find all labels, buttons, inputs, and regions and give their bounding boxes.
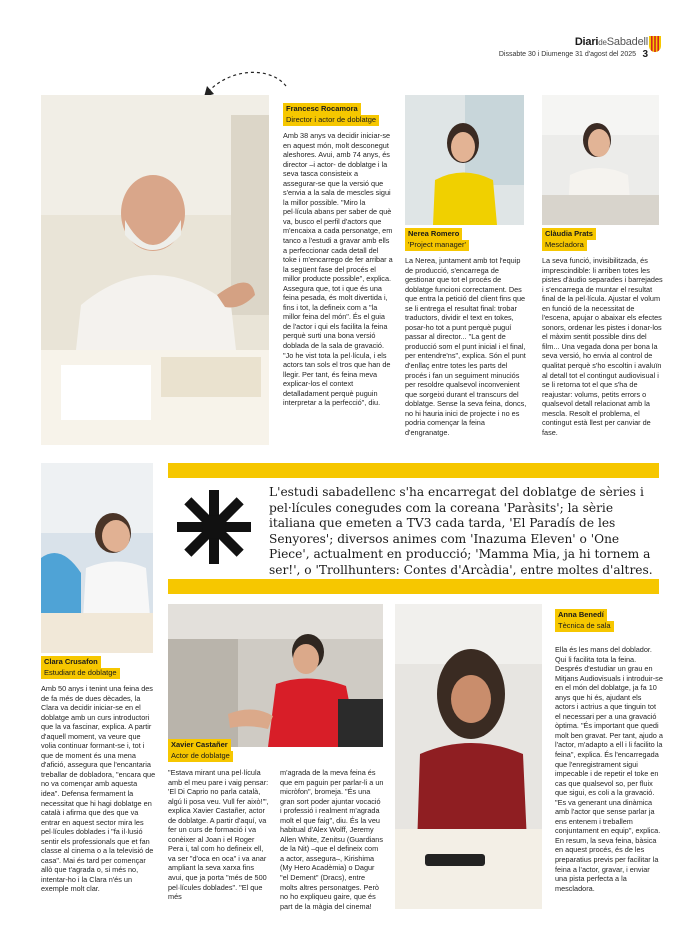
paragraph: Amb 38 anys va decidir iniciar-se en aquest món, molt desconegut aleshores. Avui, amb 74 anys, és director –i actor- de doblatge i la seva tasca consisteix a assegurar-se que la versió que s'envia a la sala de mescles sigui la millor possible. "Miro la pel·lícula abans per saber de què va, busco el perfil d'actors que m'encaixa a cada personatge, em tanco a l'estudi a gravar amb ells a perfeccionar cada detall del toke i m'encarrego de fer arribar a la següent fase del procés el millor producte possible", explica. Assegura que, tot i que és una feina pesada, és molt divertida i, fins i tot, la defineix com a "la millor feina del món". És el guia de l'actor i qui els facilita la feina perquè surti una bona versió doblada de la sala de gravació. "Jo he vist tota la pel·lícula, i els actors tan sols el tros que han de llegir. Per tant, és feina meva explicar-los el context detalladament perquè puguin interpretar a la perfecció", diu. <box>283 131 393 408</box>
asterisk-icon <box>172 487 256 567</box>
issue-date: Dissabte 30 i Diumenge 31 d'agost del 2025 <box>498 51 636 58</box>
article-francesc <box>283 131 393 408</box>
paragraph: "Estava mirant una pel·lícula amb el meu pare i vaig pensar: 'El Di Caprio no parla català, algú li posa veu. Vull fer això!'", explica Xavier Castañer, actor de doblatge. A partir d'aquí, va fer un curs de formació i va conèixer al Joan i el Roger Pera i, tal com ho defineix ell, va ser "d'oca en oca" i va anar ampliant la seva xarxa fins avui, que ja porta "més de 500 pel·lícules doblades". "El que més <box>168 768 269 902</box>
caption-name: Francesc Rocamora <box>283 103 361 115</box>
caption-name: Clara Crusafon <box>41 656 101 668</box>
caption-name: Anna Benedí <box>555 609 607 621</box>
caption-role: Director i actor de doblatge <box>283 115 379 126</box>
quote-band-bottom <box>168 579 659 594</box>
masthead-de: de <box>598 38 607 47</box>
caption-name: Xavier Castañer <box>168 739 231 751</box>
caption-role: Actor de doblatge <box>168 751 233 762</box>
article-anna <box>555 645 663 893</box>
masthead-diari: Diari <box>574 36 599 48</box>
masthead-sabadell: Sabadell <box>606 36 648 48</box>
masthead <box>575 36 648 48</box>
photo-nerea-romero <box>405 95 524 225</box>
caption-claudia <box>542 228 596 251</box>
photo-clara-crusafon <box>41 463 153 653</box>
photo-xavier-castaner <box>168 604 383 747</box>
caption-role: 'Project manager' <box>405 240 469 251</box>
caption-nerea <box>405 228 469 251</box>
photo-francesc-rocamora <box>41 95 269 445</box>
caption-xavier <box>168 739 233 762</box>
caption-name: Nerea Romero <box>405 228 462 240</box>
paragraph: m'agrada de la meva feina és que em paguin per parlar-li a un micròfon", bromeja. "És una gran sort poder ajuntar vocació i professió i realment m'agrada molt el que faig", diu. És la veu habitual d'Alex Wolff, Jeremy Allen White, Zenitsu (Guardians de la Nit) –que el defineix com a actor, assegura–, Kirishima (My Hero Acadèmia) o Dagur "el Dement" (Dracs), entre molts altres personatges. Però no ho expliqueu gaire, que és part de la màgia del cinema! <box>280 768 384 911</box>
caption-clara <box>41 656 120 679</box>
caption-name: Clàudia Prats <box>542 228 596 240</box>
caption-francesc <box>283 103 379 126</box>
article-claudia <box>542 256 664 437</box>
article-clara <box>41 684 157 894</box>
pull-quote: L'estudi sabadellenc s'ha encarregat del doblatge de sèries i pel·lícules conegudes com la coreana 'Paràsits'; la sèrie italiana que emeten a TV3 cada tarda, 'El Paradís de les Senyores'; diversos animes com 'Inazuma Eleven' o 'One Piece', actualment en producció; 'Mamma Mia, ja hi tornem a ser!', o 'Trollhunters: Contes d'Arcàdia', entre moltes d'altres. <box>269 485 653 577</box>
paragraph: La Nerea, juntament amb tot l'equip de producció, s'encarrega de gestionar que tot el procés de doblatge funcioni correctament. Des que entra la petició del client fins que se li entrega el resultat final: trobar traductors, dividir el text en tokes, posar-ho tot a punt perquè puguí passar al director... "La gent de producció som el punt inicial i el final, per entendre'ns", explica. Són el punt d'enllaç entre totes les parts del procés i fan un seguiment minuciós per resoldre qualsevol inconvenient que sorgeixi durant el transcurs del doblatge. Sense la seva feina, doncs, no hi hauria inici de projecte i no es podria començar la feina d'engranatge. <box>405 256 527 437</box>
photo-anna-benedi <box>395 604 542 909</box>
caption-anna <box>555 609 614 632</box>
page-number: 3 <box>642 49 648 60</box>
caption-role: Estudiant de doblatge <box>41 668 120 679</box>
sabadell-flag-icon <box>649 36 661 52</box>
photo-claudia-prats <box>542 95 659 225</box>
paragraph: Ella és les mans del doblador. Qui li facilita tota la feina. Després d'estudiar un grau en Mitjans Audiovisuals i introduir-se en el món del doblatge, ja fa 10 anys que hi és, ajudant els actors i actrius a que tinguin tot el necessari per a una gravació òptima. "És important que quedi molt ben gravat. Per tant, ajudo a l'actor, m'adapto a ell i li facilito la feina", explica. És l'encarregada que l'enregistrament sigui impecable i de repetir el toke en cas que qualsevol so, per fluix que sigui, es coli a la gravació. "Es va generant una dinàmica amb l'actor que sense parlar ja ens entenem i treballem conjuntament en equip", explica. En resum, la seva feina, bàsica en aquest procés, és de les preparatius previs per facilitar la feina a l'actor, gravar, i enviar una pista perfecta a la mescladora. <box>555 645 663 893</box>
paragraph: La seva funció, invisibilitzada, és imprescindible: li arriben totes les pistes d'àudio separades i barrejades i s'encarrega de muntar el resultat final de la pel·lícula. Ajustar el volum en funció de la necessitat de l'escena, apujar o abaixar els efectes sonors, ordenar les pistes i donar-los el màxim sentit possible dins del film... Una vegada dona per bona la seva versió, ho envia al control de qualitat perquè s'ho escoltin i avaluïn al detall tot el contingut audiovisual i se li retorna tot el que s'ha de reajustar: volums, petits errors o qualsevol detall relacionat amb la mescla. Resolt el problema, el contingut està llest per canviar de fase. <box>542 256 663 437</box>
caption-role: Tècnica de sala <box>555 621 614 632</box>
caption-role: Mescladora <box>542 240 587 251</box>
article-nerea <box>405 256 529 437</box>
article-xavier-col1 <box>168 768 270 902</box>
paragraph: Amb 50 anys i tenint una feina des de fa més de dues dècades, la Clara va decidir iniciar-se en el doblatge amb un curs introductori que la va fascinar, explica. A partir d'aquell moment, va veure que volia continuar formant-se i, tot i que de moment és una mena d'afició, assegura que l'encantaria treballar de dobladora, "encara que no va començar amb aquesta idea". Defensa fermament la necessitat que hi hagi doblatge en català i afirma que des que va entrar en aquest sector mira les pel·lícules doblades i "fa il·lusió sentir els professionals que et fan classe al cinema o a la televisió de casa". Mai és tard per començar allò que t'agrada o, si més no, intentar-ho i la Clara n'és un exemple molt clar. <box>41 684 156 894</box>
quote-band-top <box>168 463 659 478</box>
article-xavier-col2 <box>280 768 384 911</box>
